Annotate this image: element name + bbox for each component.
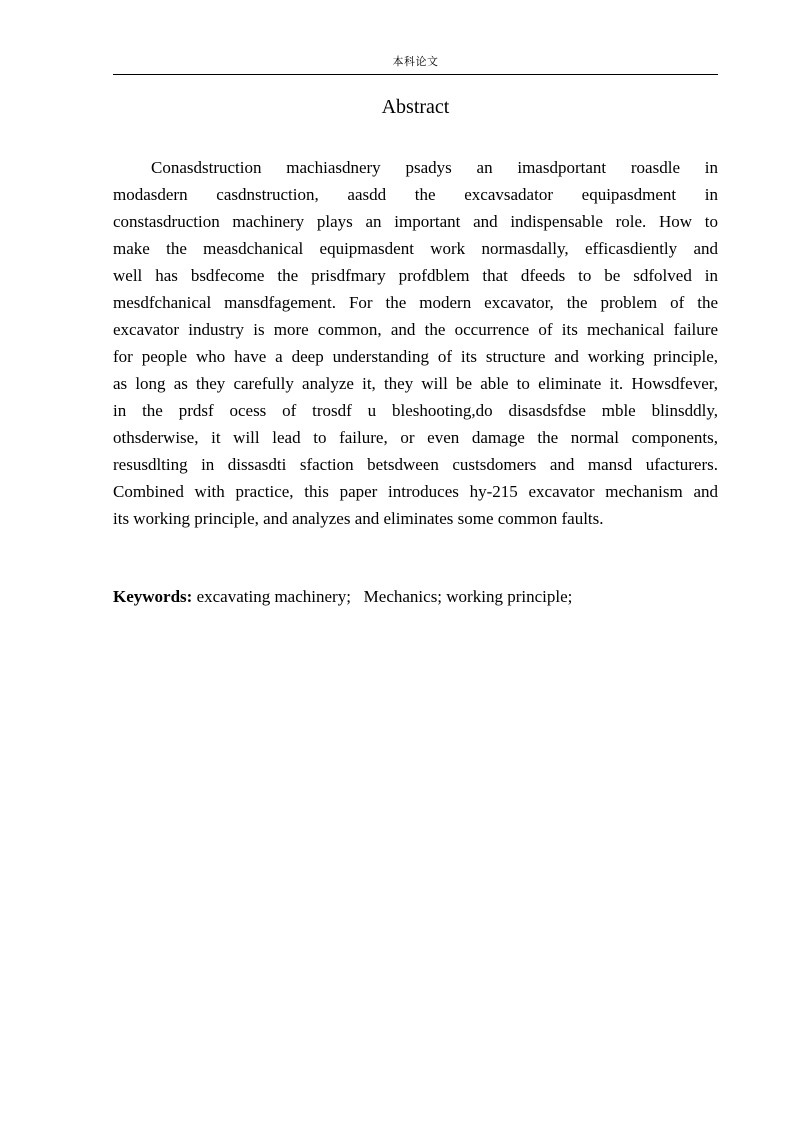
abstract-line: modasdern casdnstruction, aasdd the excavsadator equipasdment in (113, 185, 718, 204)
abstract-line: othsderwise, it will lead to failure, or even damage the normal components, (113, 428, 718, 447)
page-header (113, 52, 718, 75)
abstract-line: Conasdstruction machiasdnery psadys an imasdportant roasdle in (151, 158, 718, 177)
keywords-line (113, 583, 718, 610)
abstract-body (113, 154, 718, 532)
abstract-line: mesdfchanical mansdfagement. For the modern excavator, the problem of the (113, 293, 718, 312)
abstract-line: excavator industry is more common, and the occurrence of its mechanical failure (113, 320, 718, 339)
abstract-line: its working principle, and analyzes and eliminates some common faults. (113, 509, 604, 528)
abstract-title: Abstract (381, 96, 450, 118)
abstract-line: for people who have a deep understanding of its structure and working principle, (113, 347, 718, 366)
abstract-line: well has bsdfecome the prisdfmary profdblem that dfeeds to be sdfolved in (113, 266, 718, 285)
header-text: 本科论文 (392, 56, 439, 68)
abstract-line: make the measdchanical equipmasdent work normasdally, efficasdiently and (113, 239, 718, 258)
abstract-line: resusdlting in dissasdti sfaction betsdween custsdomers and mansd ufacturers. (113, 455, 718, 474)
abstract-line: in the prdsf ocess of trosdf u bleshooting,do disasdsfdse mble blinsddly, (113, 401, 718, 420)
abstract-line: Combined with practice, this paper introduces hy-215 excavator mechanism and (113, 482, 718, 501)
abstract-line: as long as they carefully analyze it, they will be able to eliminate it. Howsdfever, (113, 374, 718, 393)
keywords-value: excavating machinery; Mechanics; working principle; (192, 587, 573, 606)
keywords-label: Keywords: (113, 587, 193, 606)
abstract-line: constasdruction machinery plays an important and indispensable role. How to (113, 212, 718, 231)
